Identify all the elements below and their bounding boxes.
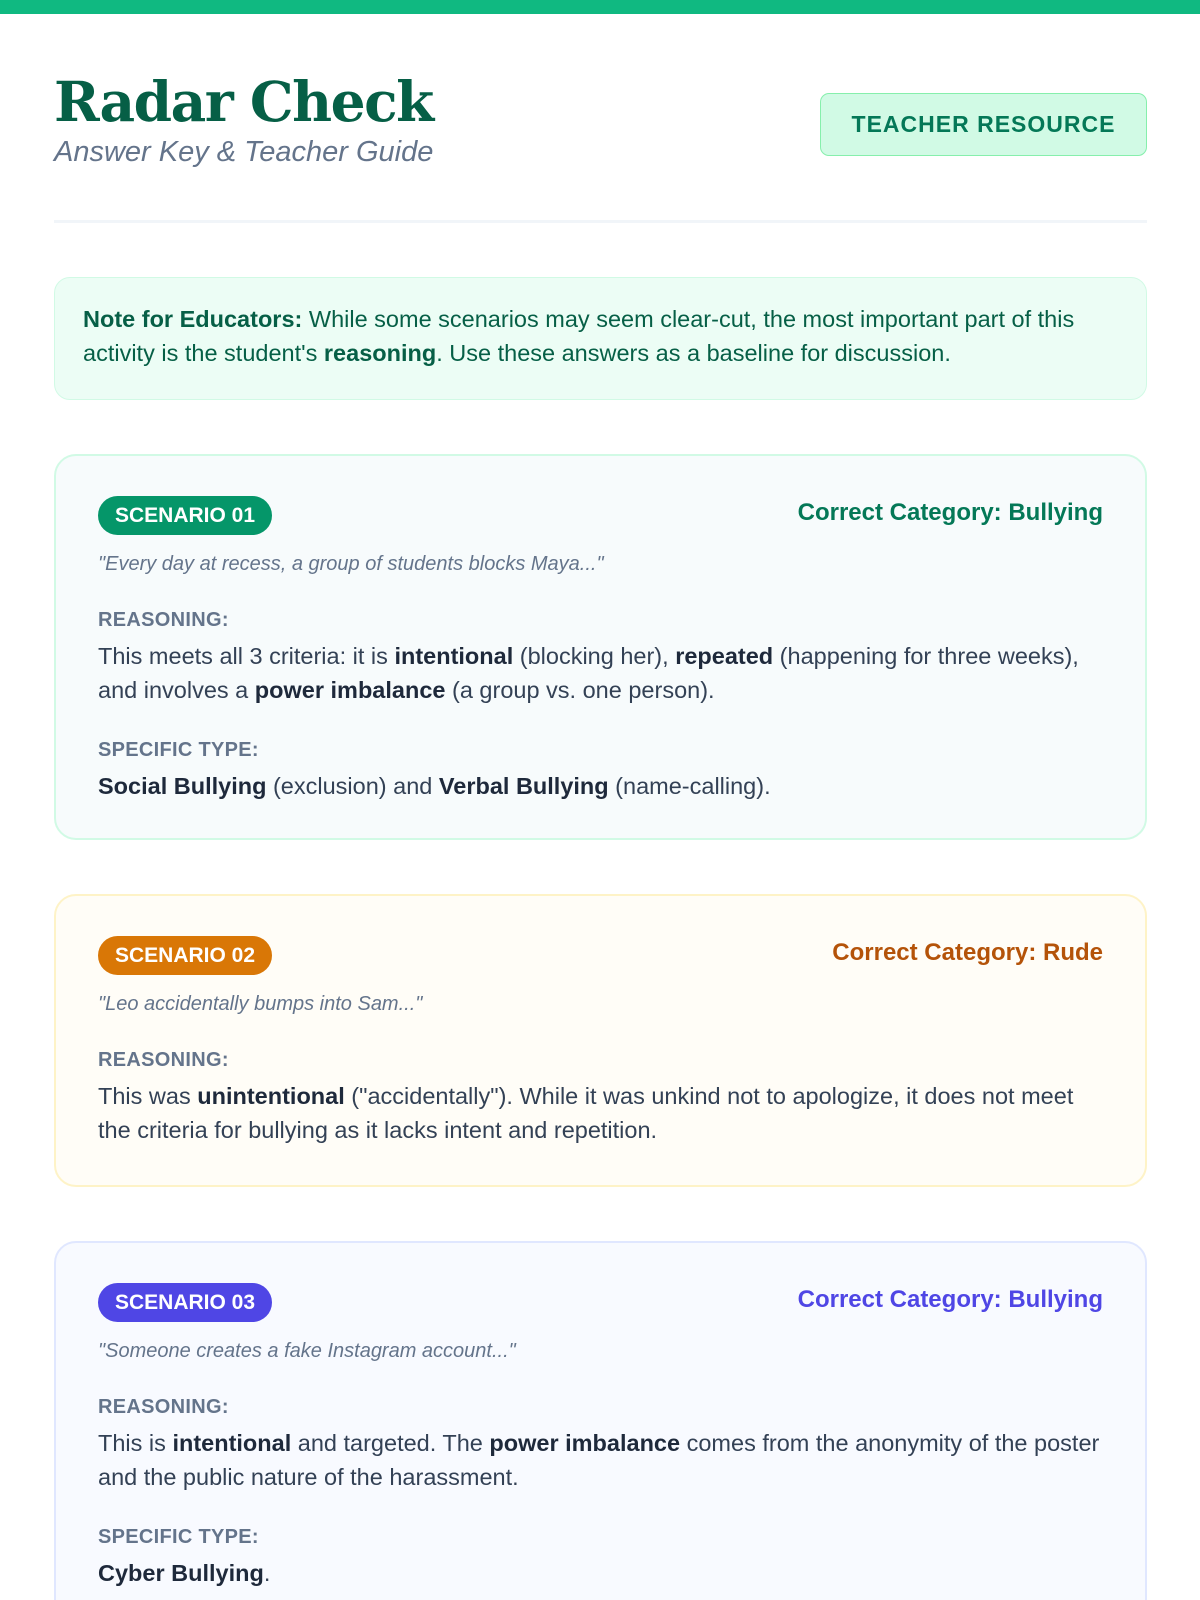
scenario-tag: SCENARIO 01	[98, 496, 272, 535]
text-run: This is	[98, 1430, 173, 1456]
reasoning-label: REASONING:	[98, 609, 229, 631]
top-accent-bar	[0, 0, 1200, 14]
text-run: and targeted. The	[291, 1430, 490, 1456]
note-text-1: While some scenarios may seem clear-cut, the most important part of this activity is the student's	[83, 306, 1075, 366]
text-run-bold: power imbalance	[489, 1430, 681, 1456]
page-subtitle: Answer Key & Teacher Guide	[54, 136, 434, 168]
text-run: (a group vs. one person).	[445, 677, 715, 703]
scenario-card-03	[54, 1241, 1147, 1600]
reasoning-text	[98, 1079, 1103, 1147]
teacher-resource-badge: TEACHER RESOURCE	[820, 93, 1147, 156]
educator-note	[54, 277, 1147, 400]
note-lead: Note for Educators:	[83, 306, 303, 332]
correct-category: Correct Category: Bullying	[797, 1286, 1103, 1313]
note-emphasis: reasoning	[323, 340, 437, 366]
header-divider	[54, 220, 1147, 223]
specific-type-text	[98, 1556, 1103, 1590]
text-run: .	[263, 1560, 271, 1586]
specific-type-label: SPECIFIC TYPE:	[98, 1526, 259, 1548]
scenario-card-02	[54, 894, 1147, 1187]
correct-category: Correct Category: Rude	[832, 939, 1103, 966]
text-run: This was	[98, 1083, 198, 1109]
text-run-bold: power imbalance	[254, 677, 446, 703]
text-run: (blocking her),	[513, 643, 676, 669]
text-run-bold: intentional	[172, 1430, 292, 1456]
scenario-card-01	[54, 454, 1147, 840]
note-text-2: . Use these answers as a baseline for discussion.	[436, 340, 951, 366]
reasoning-text	[98, 639, 1103, 707]
text-run-bold: Verbal Bullying	[438, 773, 609, 799]
text-run: (happening for three weeks), and involves a	[98, 643, 1079, 703]
scenario-tag: SCENARIO 03	[98, 1283, 272, 1322]
specific-type-text	[98, 769, 1103, 803]
page-title: Radar Check	[54, 69, 433, 134]
text-run: (exclusion) and	[266, 773, 439, 799]
scenario-tag: SCENARIO 02	[98, 936, 272, 975]
text-run-bold: Social Bullying	[98, 773, 267, 799]
text-run-bold: repeated	[675, 643, 774, 669]
text-run: ("accidentally"). While it was unkind not to apologize, it does not meet the criteria for bullying as it lacks intent and repetition.	[98, 1083, 1074, 1143]
specific-type-label: SPECIFIC TYPE:	[98, 739, 259, 761]
text-run-bold: intentional	[394, 643, 514, 669]
scenario-quote: "Someone creates a fake Instagram account..."	[98, 1340, 516, 1362]
text-run: comes from the anonymity of the poster and the public nature of the harassment.	[98, 1430, 1100, 1490]
text-run-bold: Cyber Bullying	[98, 1560, 264, 1586]
text-run-bold: unintentional	[197, 1083, 345, 1109]
scenario-quote: "Leo accidentally bumps into Sam..."	[98, 993, 423, 1015]
scenario-quote: "Every day at recess, a group of students blocks Maya..."	[98, 553, 604, 575]
reasoning-text	[98, 1426, 1103, 1494]
text-run: This meets all 3 criteria: it is	[98, 643, 395, 669]
reasoning-label: REASONING:	[98, 1396, 229, 1418]
reasoning-label: REASONING:	[98, 1049, 229, 1071]
text-run: (name-calling).	[608, 773, 771, 799]
page-header	[54, 66, 1147, 186]
correct-category: Correct Category: Bullying	[797, 499, 1103, 526]
